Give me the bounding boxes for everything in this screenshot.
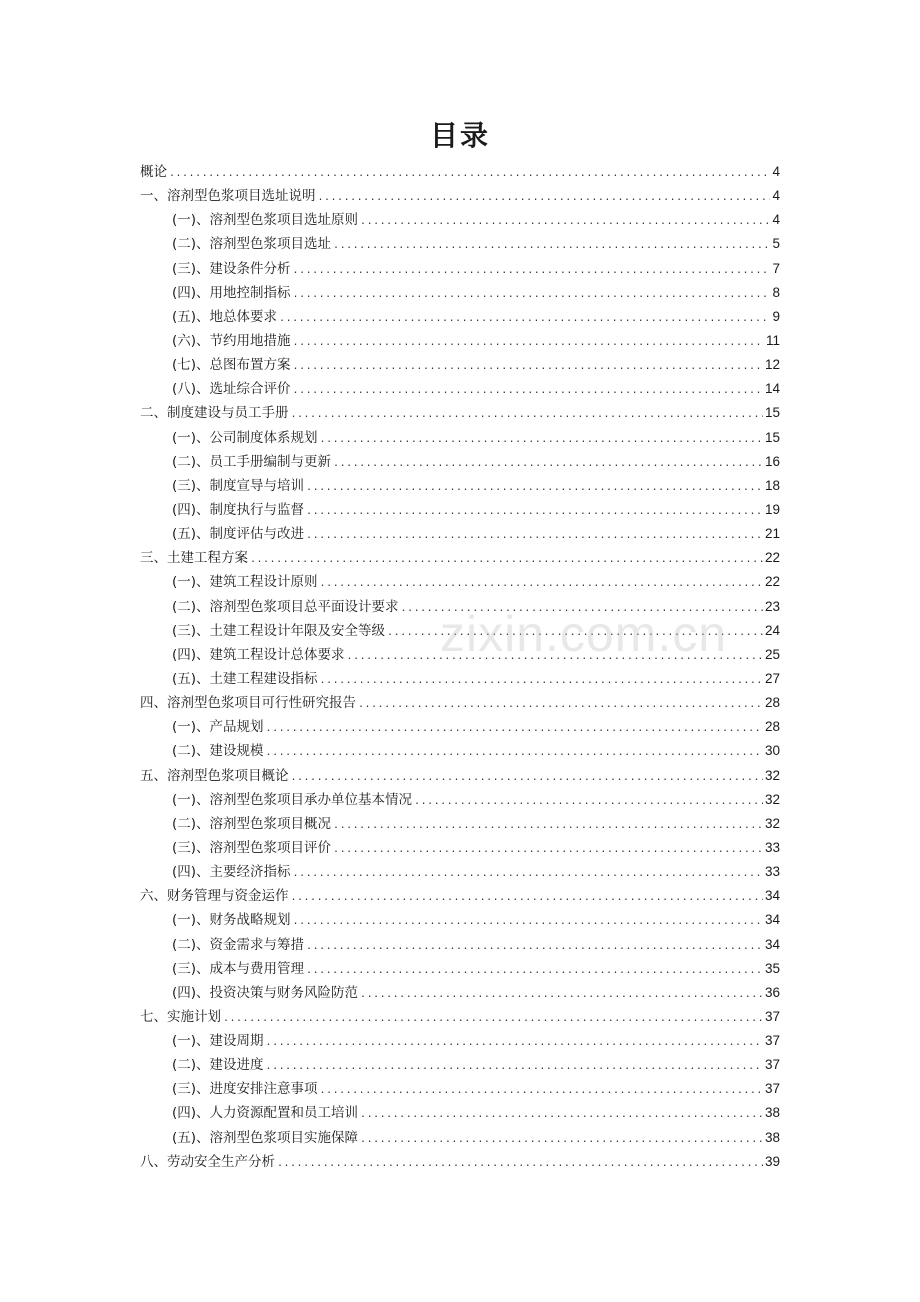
toc-leader-dots [293,283,771,307]
toc-entry-page: 28 [764,719,780,735]
toc-entry[interactable] [140,933,780,957]
toc-entry-page: 7 [772,260,780,276]
toc-entry[interactable] [140,1150,780,1174]
toc-entry[interactable] [140,715,780,739]
toc-leader-dots [266,741,763,765]
toc-entry[interactable] [140,232,780,256]
toc-entry-page: 32 [764,767,780,783]
toc-entry-page: 25 [764,646,780,662]
toc-entry[interactable] [140,257,780,281]
toc-leader-dots [320,428,763,452]
toc-entry-label: (四)、人力资源配置和员工培训 [172,1105,359,1122]
toc-leader-dots [333,814,763,838]
toc-leader-dots [293,910,763,934]
toc-entry-page: 21 [764,526,780,542]
toc-leader-dots [333,234,770,258]
toc-entry-label: (二)、员工手册编制与更新 [172,453,332,470]
toc-entry-label: (五)、土建工程建设指标 [172,670,318,687]
toc-entry-page: 27 [764,670,780,686]
toc-entry[interactable] [140,522,780,546]
toc-entry-label: (四)、投资决策与财务风险防范 [172,984,359,1001]
toc-leader-dots [223,1007,763,1031]
toc-entry[interactable] [140,619,780,643]
toc-entry[interactable] [140,1005,780,1029]
toc-entry-label: (二)、建设规模 [172,743,264,760]
toc-entry-page: 22 [764,574,780,590]
table-of-contents [140,160,780,1174]
toc-leader-dots [266,1031,763,1055]
toc-leader-dots [306,476,763,500]
toc-leader-dots [414,790,763,814]
toc-entry-label: (三)、成本与费用管理 [172,960,305,977]
toc-entry[interactable] [140,884,780,908]
toc-entry-page: 37 [764,1033,780,1049]
toc-entry[interactable] [140,667,780,691]
toc-entry-page: 38 [764,1129,780,1145]
toc-entry-page: 38 [764,1105,780,1121]
toc-entry-page: 12 [764,357,780,373]
toc-entry[interactable] [140,643,780,667]
toc-leader-dots [401,597,763,621]
toc-entry-label: (三)、制度宣导与培训 [172,477,305,494]
toc-entry-label: (一)、财务战略规划 [172,912,291,929]
toc-leader-dots [279,307,770,331]
toc-leader-dots [293,331,764,355]
toc-entry[interactable] [140,570,780,594]
toc-entry[interactable] [140,160,780,184]
toc-entry-page: 4 [772,188,780,204]
toc-entry-page: 34 [764,912,780,928]
toc-entry-page: 11 [765,332,780,348]
toc-entry-label: (一)、建筑工程设计原则 [172,574,318,591]
toc-entry[interactable] [140,305,780,329]
toc-entry-page: 15 [764,429,780,445]
toc-leader-dots [291,766,763,790]
toc-entry[interactable] [140,353,780,377]
toc-leader-dots [266,717,763,741]
toc-leader-dots [306,500,763,524]
toc-entry-page: 32 [764,791,780,807]
toc-leader-dots [360,1103,763,1127]
toc-entry[interactable] [140,474,780,498]
toc-entry[interactable] [140,546,780,570]
toc-leader-dots [360,983,763,1007]
toc-entry-label: 概论 [140,164,167,180]
watermark: zixin.com.cn [440,606,728,662]
toc-leader-dots [333,452,763,476]
toc-entry-label: 五、溶剂型色浆项目概论 [140,767,289,784]
toc-entry-label: (二)、溶剂型色浆项目总平面设计要求 [172,598,399,615]
toc-leader-dots [387,621,763,645]
toc-entry[interactable] [140,329,780,353]
toc-entry[interactable] [140,1077,780,1101]
toc-entry-label: (二)、溶剂型色浆项目概况 [172,815,332,832]
toc-entry-page: 14 [764,381,780,397]
toc-entry-label: (四)、制度执行与监督 [172,501,305,518]
toc-entry-label: (五)、地总体要求 [172,308,278,325]
toc-leader-dots [306,935,763,959]
toc-entry[interactable] [140,1126,780,1150]
toc-entry-label: (一)、溶剂型色浆项目选址原则 [172,212,359,229]
toc-entry-page: 34 [764,888,780,904]
toc-entry-label: 四、溶剂型色浆项目可行性研究报告 [140,695,356,712]
toc-entry[interactable] [140,788,780,812]
toc-leader-dots [320,572,763,596]
toc-entry-label: (八)、选址综合评价 [172,381,291,398]
toc-entry-page: 15 [764,405,780,421]
toc-entry-page: 37 [764,1081,780,1097]
toc-leader-dots [320,669,763,693]
toc-entry[interactable] [140,836,780,860]
toc-leader-dots [320,1079,763,1103]
toc-entry-page: 22 [764,550,780,566]
toc-leader-dots [291,886,763,910]
toc-leader-dots [318,186,771,210]
toc-entry[interactable] [140,1101,780,1125]
toc-entry-label: (四)、主要经济指标 [172,864,291,881]
toc-leader-dots [358,693,763,717]
toc-leader-dots [333,838,763,862]
toc-entry[interactable] [140,764,780,788]
toc-entry[interactable] [140,981,780,1005]
toc-entry-label: (二)、建设进度 [172,1057,264,1074]
toc-entry-page: 34 [764,936,780,952]
toc-entry[interactable] [140,401,780,425]
toc-entry[interactable] [140,908,780,932]
toc-entry[interactable] [140,691,780,715]
toc-entry[interactable] [140,957,780,981]
toc-leader-dots [347,645,763,669]
toc-entry-page: 36 [764,984,780,1000]
toc-entry-label: 七、实施计划 [140,1008,221,1025]
toc-entry-label: 三、土建工程方案 [140,550,248,567]
toc-entry[interactable] [140,377,780,401]
toc-entry-label: (三)、溶剂型色浆项目评价 [172,839,332,856]
toc-entry[interactable] [140,450,780,474]
toc-leader-dots [293,379,763,403]
toc-entry-page: 19 [764,501,780,517]
toc-entry-label: 八、劳动安全生产分析 [140,1153,275,1170]
toc-entry-page: 4 [772,164,780,179]
toc-entry[interactable] [140,281,780,305]
toc-entry-label: (五)、溶剂型色浆项目实施保障 [172,1129,359,1146]
toc-entry-page: 30 [764,743,780,759]
toc-entry[interactable] [140,595,780,619]
toc-entry-label: (五)、制度评估与改进 [172,526,305,543]
toc-entry-label: (一)、产品规划 [172,719,264,736]
toc-entry-label: 六、财务管理与资金运作 [140,888,289,905]
toc-entry-page: 8 [772,284,780,300]
toc-entry-label: (四)、建筑工程设计总体要求 [172,646,345,663]
toc-entry-page: 35 [764,960,780,976]
toc-entry-page: 23 [764,598,780,614]
toc-entry[interactable] [140,1053,780,1077]
toc-leader-dots [306,959,763,983]
toc-entry-label: (三)、进度安排注意事项 [172,1081,318,1098]
toc-entry-page: 33 [764,864,780,880]
toc-entry-page: 39 [764,1153,780,1169]
toc-entry-page: 16 [764,453,780,469]
toc-leader-dots [293,259,771,283]
toc-entry[interactable] [140,498,780,522]
toc-leader-dots [250,548,763,572]
toc-entry-page: 32 [764,815,780,831]
toc-entry-label: (二)、溶剂型色浆项目选址 [172,236,332,253]
toc-entry-page: 28 [764,695,780,711]
toc-entry[interactable] [140,426,780,450]
toc-entry-label: (四)、用地控制指标 [172,284,291,301]
toc-entry-page: 18 [764,477,780,493]
toc-entry[interactable] [140,208,780,232]
toc-entry[interactable] [140,1029,780,1053]
toc-title: 目录 [429,119,490,152]
toc-entry-label: (一)、溶剂型色浆项目承办单位基本情况 [172,791,413,808]
toc-leader-dots [306,524,763,548]
toc-entry-page: 33 [764,839,780,855]
toc-entry-page: 9 [772,308,780,324]
toc-leader-dots [293,355,763,379]
toc-leader-dots [266,1055,763,1079]
toc-entry-label: (七)、总图布置方案 [172,357,291,374]
toc-entry-label: (一)、建设周期 [172,1033,264,1050]
toc-entry-label: (三)、建设条件分析 [172,260,291,277]
toc-entry-label: 二、制度建设与员工手册 [140,405,289,422]
toc-leader-dots [360,210,770,234]
toc-entry-label: (二)、资金需求与筹措 [172,936,305,953]
toc-entry[interactable] [140,860,780,884]
toc-entry-page: 37 [764,1008,780,1024]
toc-leader-dots [169,162,770,186]
toc-entry-label: (六)、节约用地措施 [172,332,291,349]
toc-entry-label: 一、溶剂型色浆项目选址说明 [140,188,316,205]
toc-leader-dots [360,1128,763,1152]
toc-entry-label: (一)、公司制度体系规划 [172,429,318,446]
toc-leader-dots [291,403,763,427]
toc-entry-page: 24 [764,622,780,638]
toc-entry-page: 5 [772,236,780,252]
toc-entry-label: (三)、土建工程设计年限及安全等级 [172,622,386,639]
toc-leader-dots [277,1152,763,1176]
toc-entry[interactable] [140,739,780,763]
toc-entry[interactable] [140,812,780,836]
toc-entry[interactable] [140,184,780,208]
toc-leader-dots [293,862,763,886]
toc-entry-page: 4 [772,212,780,228]
toc-entry-page: 37 [764,1057,780,1073]
